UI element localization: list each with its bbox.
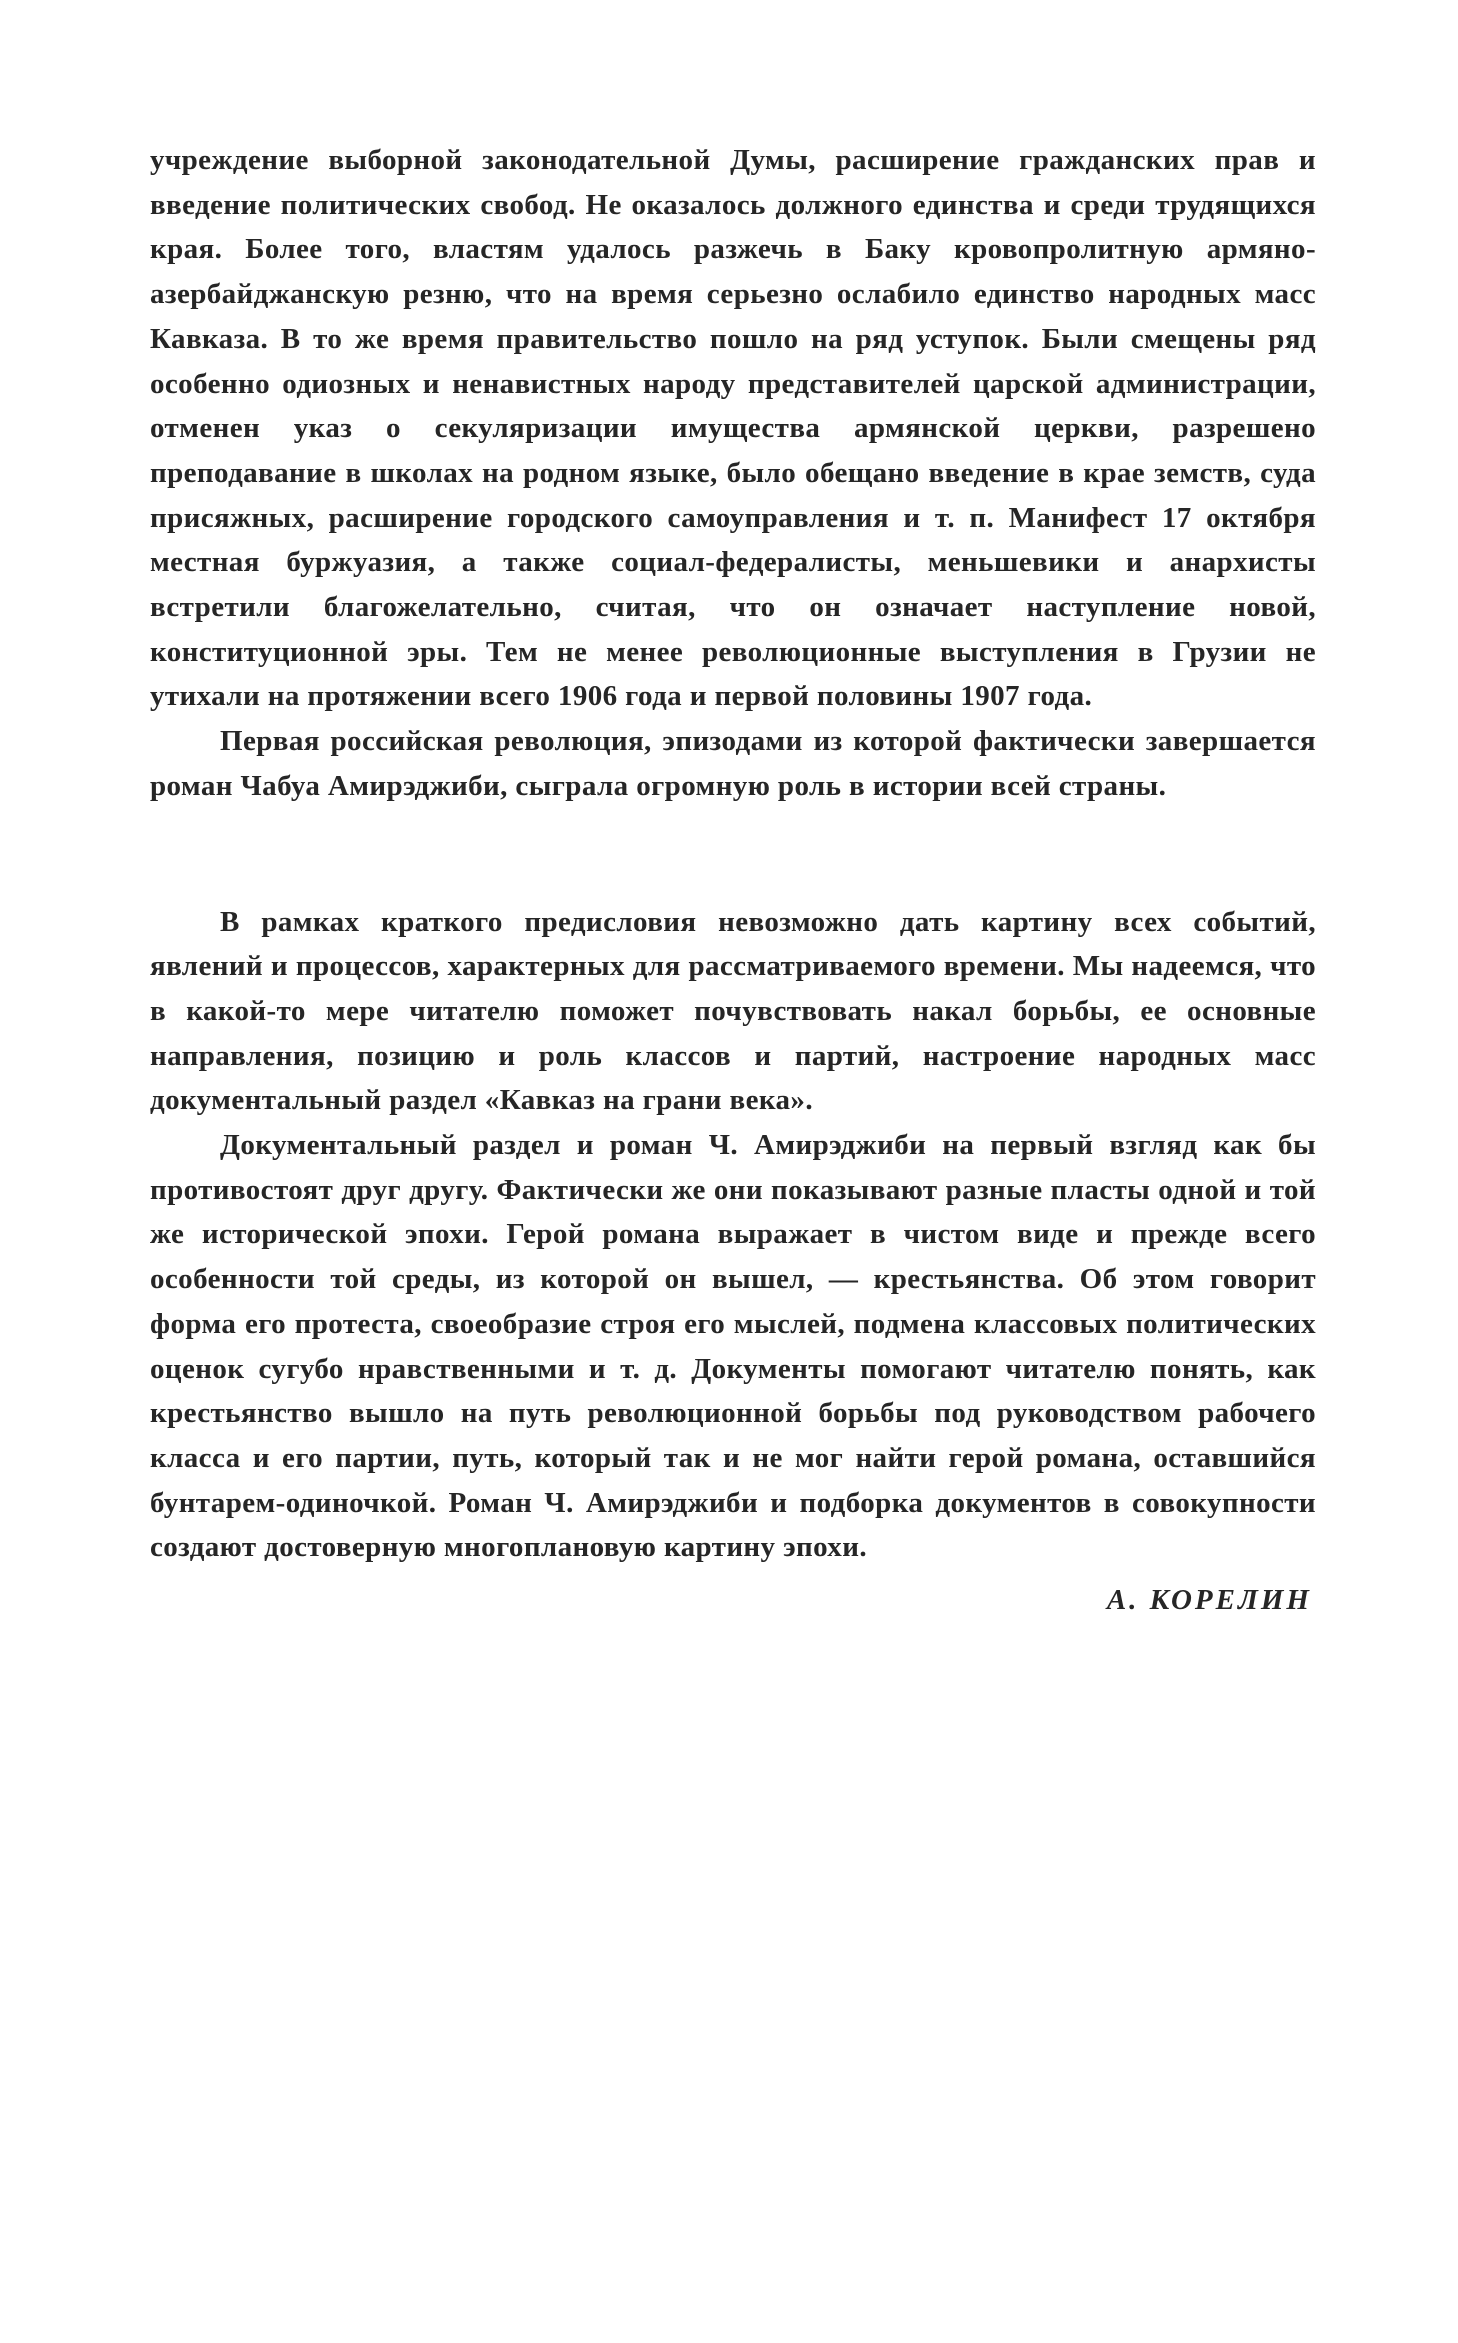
- section-break: [150, 809, 1316, 900]
- author-signature: А. КОРЕЛИН: [1106, 1584, 1312, 1617]
- document-page: [150, 138, 1316, 1623]
- paragraph-body-1: учреждение выборной законодательной Думы, расширение гражданских прав и введение политических свобод. Не оказалось должного единства и среди трудящихся края. Более того, властям удалось разжечь в Баку кровопролитную армяно-азербайджанскую резню, что на время серьезно ослабило единство народных масс Кавказа. В то же время правительство пошло на ряд уступок. Были смещены ряд особенно одиозных и ненавистных народу представителей царской администрации, отменен указ о секуляризации имущества армянской церкви, разрешено преподавание в школах на родном языке, было обещано введение в крае земств, суда присяжных, расширение городского самоуправления и т. п. Манифест 17 октября местная буржуазия, а также социал-федералисты, меньшевики и анархисты встретили благожелательно, считая, что он означает наступление новой, конституционной эры. Тем не менее революционные выступления в Грузии не утихали на протяжении всего 1906 года и первой половины 1907 года.: [150, 144, 1316, 713]
- paragraph-body-4: Документальный раздел и роман Ч. Амирэджиби на первый взгляд как бы противостоят друг другу. Фактически же они показывают разные пласты одной и той же исторической эпохи. Герой романа выражает в чистом виде и прежде всего особенности той среды, из которой он вышел, — крестьянства. Об этом говорит форма его протеста, своеобразие строя его мыслей, подмена классовых политических оценок сугубо нравственными и т. д. Документы помогают читателю понять, как крестьянство вышло на путь революционной борьбы под руководством рабочего класса и его партии, путь, который так и не мог найти герой романа, оставшийся бунтарем-одиночкой. Роман Ч. Амирэджиби и подборка документов в совокупности создают достоверную многоплановую картину эпохи.: [150, 1129, 1316, 1564]
- paragraph-body-3: В рамках краткого предисловия невозможно дать картину всех событий, явлений и процессов, характерных для рассматриваемого времени. Мы надеемся, что в какой-то мере читателю поможет почувствовать накал борьбы, ее основные направления, позицию и роль классов и партий, настроение народных масс документальный раздел «Кавказ на грани века».: [150, 905, 1316, 1117]
- paragraph-body-2: Первая российская революция, эпизодами из которой фактически завершается роман Чабуа Амирэджиби, сыграла огромную роль в истории всей страны.: [150, 725, 1316, 802]
